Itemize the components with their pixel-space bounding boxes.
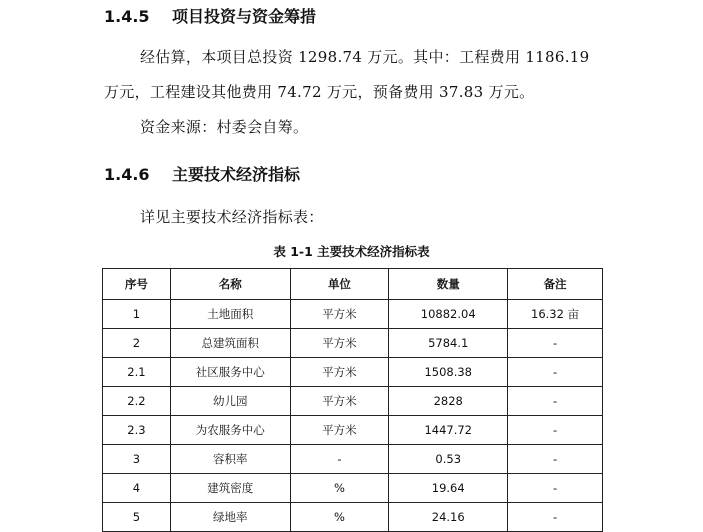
cell-name: 建筑密度	[170, 474, 290, 503]
cell-qty: 1508.38	[389, 358, 508, 387]
cell-note: 16.32 亩	[508, 300, 603, 329]
cell-qty: 19.64	[389, 474, 508, 503]
funding-source-paragraph: 资金来源：村委会自筹。	[140, 118, 309, 136]
investment-paragraph-line-2: 万元，工程建设其他费用 74.72 万元，预备费用 37.83 万元。	[104, 83, 535, 101]
cell-qty: 2828	[389, 387, 508, 416]
table-row	[103, 300, 603, 329]
cell-qty: 10882.04	[389, 300, 508, 329]
section-heading-1-4-5	[104, 4, 316, 27]
cell-name: 总建筑面积	[170, 329, 290, 358]
cell-unit: 平方米	[290, 358, 389, 387]
table-row	[103, 387, 603, 416]
cell-qty: 1447.72	[389, 416, 508, 445]
table-row	[103, 503, 603, 532]
cell-no: 3	[103, 445, 171, 474]
cell-no: 4	[103, 474, 171, 503]
cell-name: 社区服务中心	[170, 358, 290, 387]
cell-unit: 平方米	[290, 416, 389, 445]
section-number: 1.4.5	[104, 7, 150, 26]
table-intro-paragraph: 详见主要技术经济指标表：	[140, 208, 324, 226]
header-qty: 数量	[389, 269, 508, 300]
header-name: 名称	[170, 269, 290, 300]
section-title: 项目投资与资金筹措	[172, 7, 317, 26]
cell-unit: -	[290, 445, 389, 474]
cell-note: -	[508, 503, 603, 532]
cell-unit: %	[290, 474, 389, 503]
cell-note: -	[508, 445, 603, 474]
table-row	[103, 474, 603, 503]
cell-unit: 平方米	[290, 387, 389, 416]
cell-no: 2.3	[103, 416, 171, 445]
cell-qty: 0.53	[389, 445, 508, 474]
table-row	[103, 416, 603, 445]
cell-no: 1	[103, 300, 171, 329]
header-note: 备注	[508, 269, 603, 300]
cell-name: 幼儿园	[170, 387, 290, 416]
cell-note: -	[508, 329, 603, 358]
table-row	[103, 445, 603, 474]
cell-name: 土地面积	[170, 300, 290, 329]
section-number: 1.4.6	[104, 165, 150, 184]
cell-name: 容积率	[170, 445, 290, 474]
cell-no: 2.1	[103, 358, 171, 387]
cell-qty: 24.16	[389, 503, 508, 532]
cell-qty: 5784.1	[389, 329, 508, 358]
table-row	[103, 329, 603, 358]
table-caption: 表 1-1 主要技术经济指标表	[273, 244, 430, 259]
cell-name: 绿地率	[170, 503, 290, 532]
indicators-table	[102, 268, 603, 532]
section-title: 主要技术经济指标	[172, 165, 301, 184]
cell-unit: %	[290, 503, 389, 532]
cell-no: 2	[103, 329, 171, 358]
cell-no: 5	[103, 503, 171, 532]
cell-name: 为农服务中心	[170, 416, 290, 445]
section-heading-1-4-6	[104, 162, 300, 185]
table-row	[103, 358, 603, 387]
investment-paragraph-line-1: 经估算，本项目总投资 1298.74 万元。其中：工程费用 1186.19	[140, 48, 590, 66]
cell-no: 2.2	[103, 387, 171, 416]
cell-note: -	[508, 387, 603, 416]
cell-note: -	[508, 358, 603, 387]
cell-unit: 平方米	[290, 300, 389, 329]
cell-note: -	[508, 474, 603, 503]
cell-note: -	[508, 416, 603, 445]
cell-unit: 平方米	[290, 329, 389, 358]
header-unit: 单位	[290, 269, 389, 300]
header-no: 序号	[103, 269, 171, 300]
table-header-row	[103, 269, 603, 300]
